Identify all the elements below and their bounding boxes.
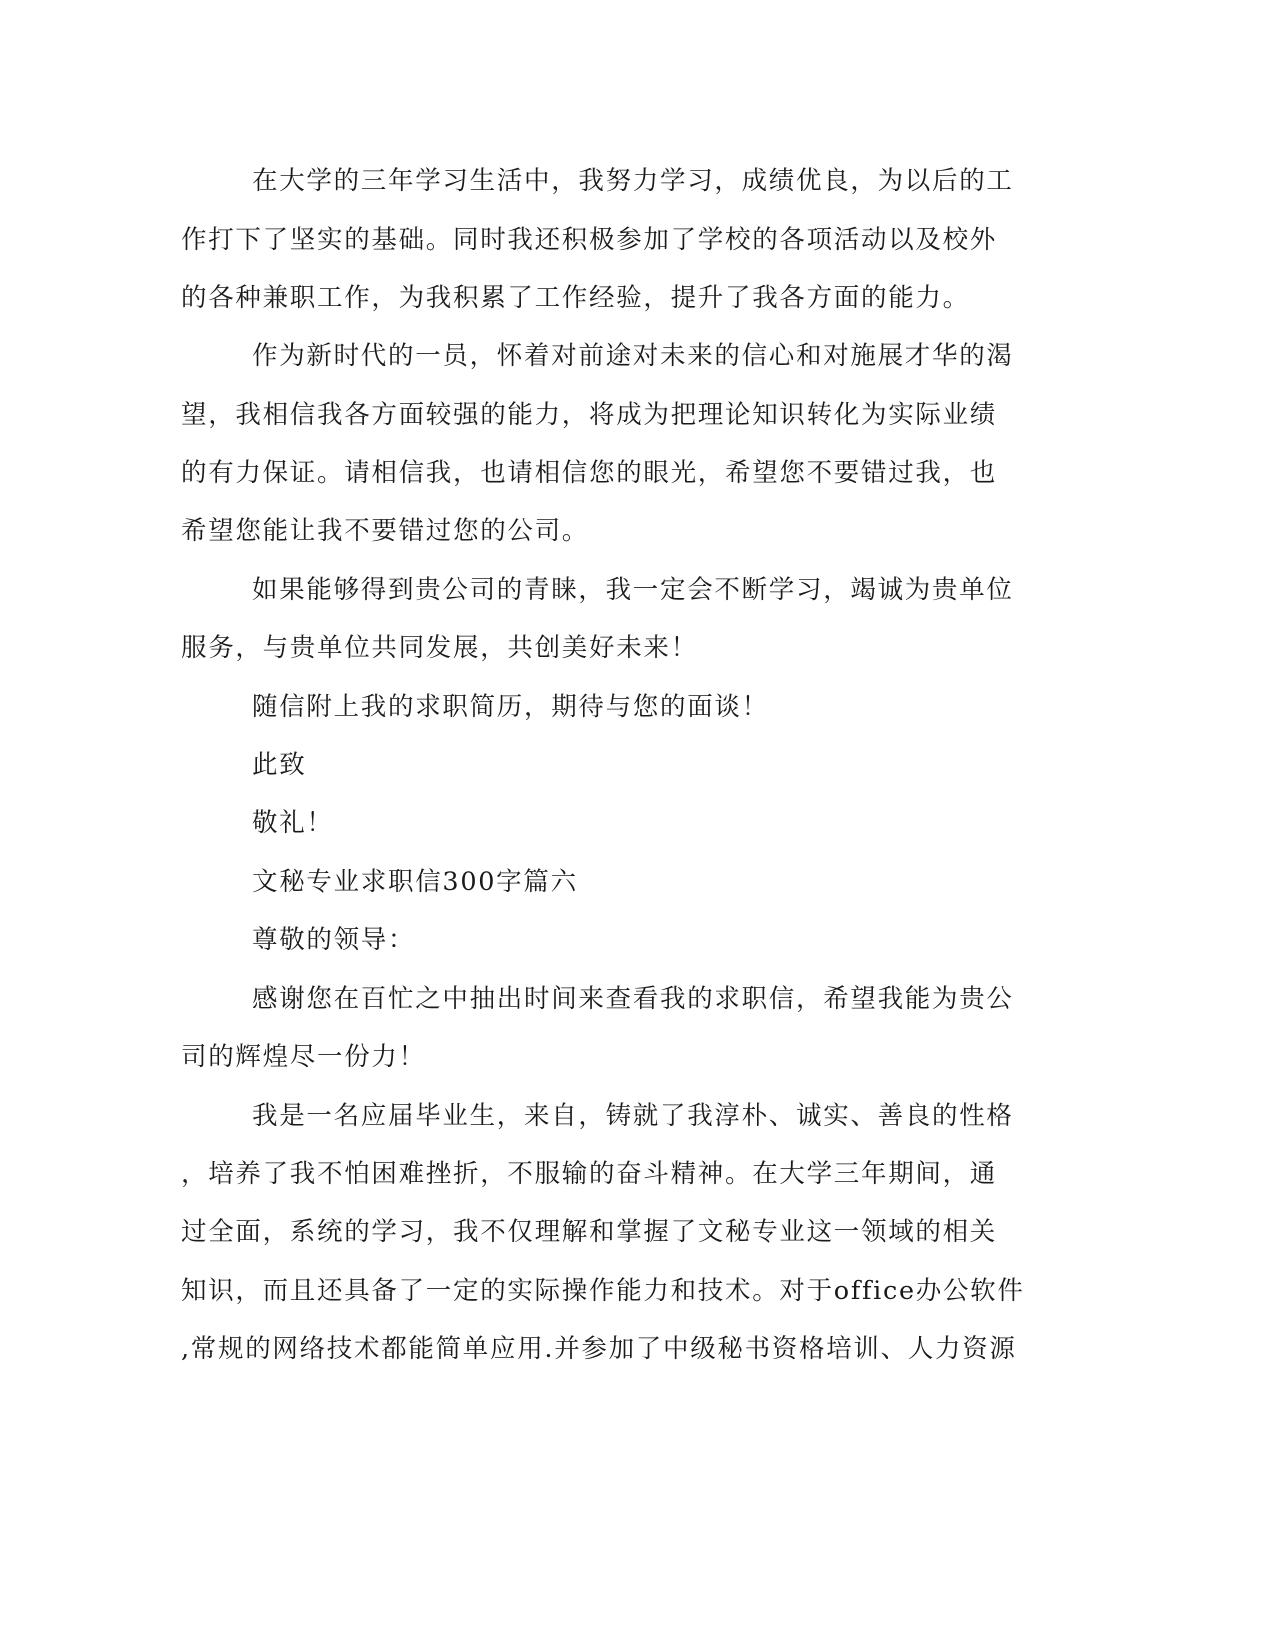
- paragraph-line: 司的辉煌尽一份力！: [181, 1042, 426, 1072]
- paragraph-line: 感谢您在百忙之中抽出时间来查看我的求职信，希望我能为贵公: [252, 984, 1014, 1014]
- salutation-line: 敬礼！: [252, 808, 334, 838]
- paragraph-line: 的各种兼职工作，为我积累了工作经验，提升了我各方面的能力。: [181, 283, 970, 313]
- paragraph-line: 如果能够得到贵公司的青睐，我一定会不断学习，竭诚为贵单位: [252, 575, 1014, 605]
- paragraph-line: ，培养了我不怕困难挫折，不服输的奋斗精神。在大学三年期间，通: [181, 1159, 998, 1189]
- greeting-line: 尊敬的领导：: [252, 925, 416, 955]
- paragraph-line: 望，我相信我各方面较强的能力，将成为把理论知识转化为实际业绩: [181, 400, 998, 430]
- paragraph-line: 在大学的三年学习生活中，我努力学习，成绩优良，为以后的工: [252, 166, 1014, 196]
- paragraph-line: 随信附上我的求职简历，期待与您的面谈！: [252, 692, 769, 722]
- paragraph-line: 服务，与贵单位共同发展，共创美好未来！: [181, 633, 698, 663]
- paragraph-line: 我是一名应届毕业生，来自，铸就了我淳朴、诚实、善良的性格: [252, 1101, 1014, 1131]
- paragraph-line: 作为新时代的一员，怀着对前途对未来的信心和对施展才华的渴: [252, 341, 1014, 371]
- salutation-line: 此致: [252, 750, 307, 780]
- paragraph-line: 的有力保证。请相信我，也请相信您的眼光，希望您不要错过我，也: [181, 458, 998, 488]
- section-title: 文秘专业求职信300字篇六: [252, 867, 578, 897]
- paragraph-line: 作打下了坚实的基础。同时我还积极参加了学校的各项活动以及校外: [181, 225, 998, 255]
- paragraph-line: 知识，而且还具备了一定的实际操作能力和技术。对于office办公软件: [181, 1276, 1025, 1306]
- paragraph-line: ,常规的网络技术都能简单应用.并参加了中级秘书资格培训、人力资源: [181, 1334, 1017, 1364]
- paragraph-line: 过全面，系统的学习，我不仅理解和掌握了文秘专业这一领域的相关: [181, 1217, 998, 1247]
- paragraph-line: 希望您能让我不要错过您的公司。: [181, 516, 590, 546]
